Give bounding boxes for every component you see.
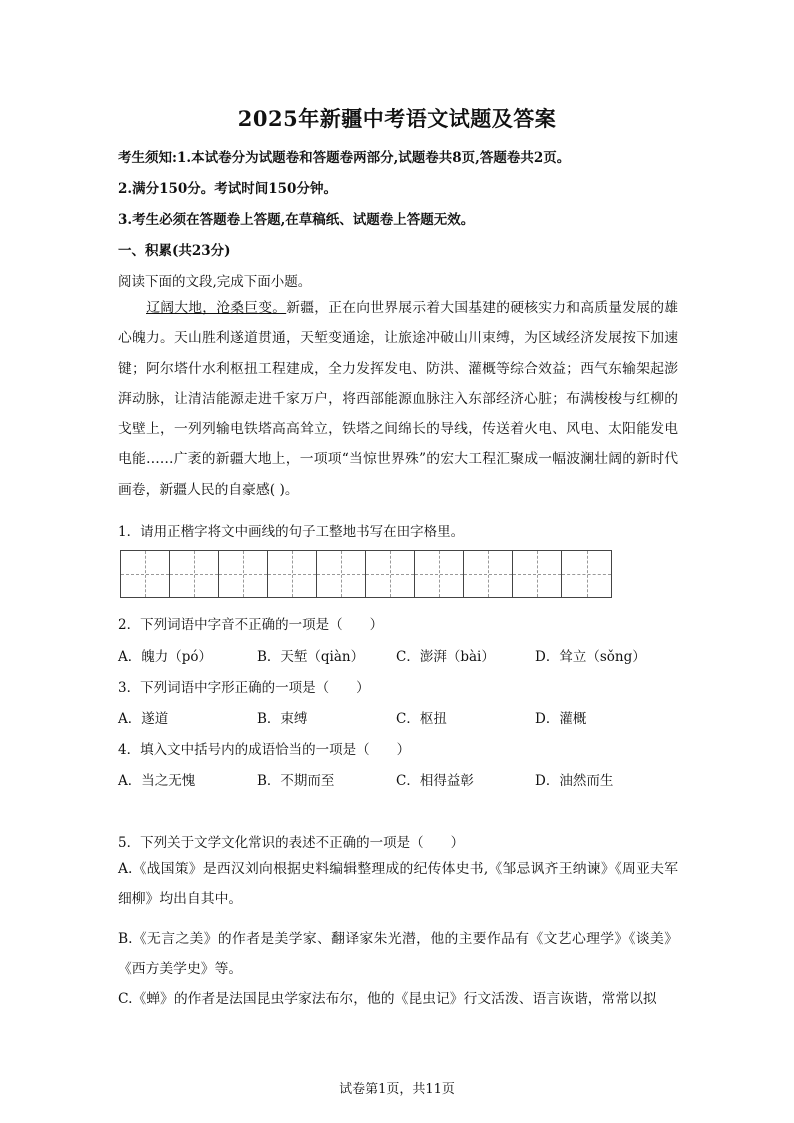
option-d[interactable]: D．耸立（sǒng） bbox=[535, 649, 646, 665]
question-2-options bbox=[118, 645, 678, 665]
notice-3: 3.考生必须在答题卷上答题,在草稿纸、试题卷上答题无效。 bbox=[118, 212, 475, 228]
option-a[interactable]: A．遂道 bbox=[118, 711, 169, 727]
question-3-options bbox=[118, 707, 678, 727]
question-5-option-a[interactable]: A.《战国策》是西汉刘向根据史料编辑整理成的纪传体史书,《邹忌讽齐王纳谏》《周亚夫军细柳》均出自其中。 bbox=[118, 861, 678, 908]
grid-cell[interactable] bbox=[219, 551, 268, 597]
option-b[interactable]: B．不期而至 bbox=[257, 773, 335, 789]
grid-cell[interactable] bbox=[562, 551, 611, 597]
grid-cell[interactable] bbox=[513, 551, 562, 597]
option-c[interactable]: C．澎湃（bài） bbox=[396, 649, 495, 665]
notice-1: 考生须知:1.本试卷分为试题卷和答题卷两部分,试题卷共8页,答题卷共2页。 bbox=[118, 150, 571, 166]
option-c[interactable]: C．枢扭 bbox=[396, 711, 447, 727]
underlined-sentence: 辽阔大地，沧桑巨变。 bbox=[146, 300, 287, 316]
writing-grid[interactable] bbox=[120, 550, 612, 598]
option-a[interactable]: A．当之无愧 bbox=[118, 773, 196, 789]
option-c[interactable]: C．相得益彰 bbox=[396, 773, 474, 789]
grid-cell[interactable] bbox=[121, 551, 170, 597]
reading-passage bbox=[118, 293, 678, 505]
section-heading: 一、积累(共23分) bbox=[118, 243, 231, 259]
question-4: 4．填入文中括号内的成语恰当的一项是（ ） bbox=[118, 742, 411, 758]
grid-cell[interactable] bbox=[317, 551, 366, 597]
grid-cell[interactable] bbox=[464, 551, 513, 597]
question-3: 3．下列词语中字形正确的一项是（ ） bbox=[118, 680, 370, 696]
grid-cell[interactable] bbox=[268, 551, 317, 597]
option-d[interactable]: D．灌概 bbox=[535, 711, 587, 727]
reading-instruction: 阅读下面的文段,完成下面小题。 bbox=[118, 274, 312, 290]
grid-cell[interactable] bbox=[415, 551, 464, 597]
question-5: 5．下列关于文学文化常识的表述不正确的一项是（ ） bbox=[118, 835, 465, 851]
question-5-option-b[interactable]: B.《无言之美》的作者是美学家、翻译家朱光潜，他的主要作品有《文艺心理学》《谈美》《西方美学史》等。 bbox=[118, 931, 678, 978]
question-2: 2．下列词语中字音不正确的一项是（ ） bbox=[118, 617, 384, 633]
page-title: 2025年新疆中考语文试题及答案 bbox=[237, 106, 557, 131]
page-footer: 试卷第1页，共11页 bbox=[339, 1082, 455, 1097]
option-b[interactable]: B．束缚 bbox=[257, 711, 308, 727]
question-4-options bbox=[118, 769, 678, 789]
option-d[interactable]: D．油然而生 bbox=[535, 773, 614, 789]
question-1: 1．请用正楷字将文中画线的句子工整地书写在田字格里。 bbox=[118, 524, 465, 540]
option-a[interactable]: A．魄力（pó） bbox=[118, 649, 213, 665]
passage-text: 新疆，正在向世界展示着大国基建的硬核实力和高质量发展的雄心魄力。天山胜利遂道贯通，天堑变通途，让旅途冲破山川束缚，为区域经济发展按下加速键；阿尔塔什水利枢扭工程建成，全力发挥发电、防洪、灌概等综合效益；西气东输架起澎湃动脉，让清洁能源走进千家万户，将西部能源血脉注入东部经济心脏；布满梭梭与红柳的戈壁上，一列列输电铁塔高高耸立，铁塔之间绵长的导线，传送着火电、风电、太阳能发电电能……广袤的新疆大地上，一项项“当惊世界殊”的宏大工程汇聚成一幅波澜壮阔的新时代画卷，新疆人民的自豪感( )。 bbox=[118, 300, 678, 498]
grid-cell[interactable] bbox=[366, 551, 415, 597]
grid-cell[interactable] bbox=[170, 551, 219, 597]
question-5-option-c[interactable]: C.《蝉》的作者是法国昆虫学家法布尔，他的《昆虫记》行文活泼、语言诙谐，常常以拟 bbox=[118, 991, 657, 1007]
option-b[interactable]: B．天堑（qiàn） bbox=[257, 649, 365, 665]
notice-2: 2.满分150分。考试时间150分钟。 bbox=[118, 181, 337, 197]
